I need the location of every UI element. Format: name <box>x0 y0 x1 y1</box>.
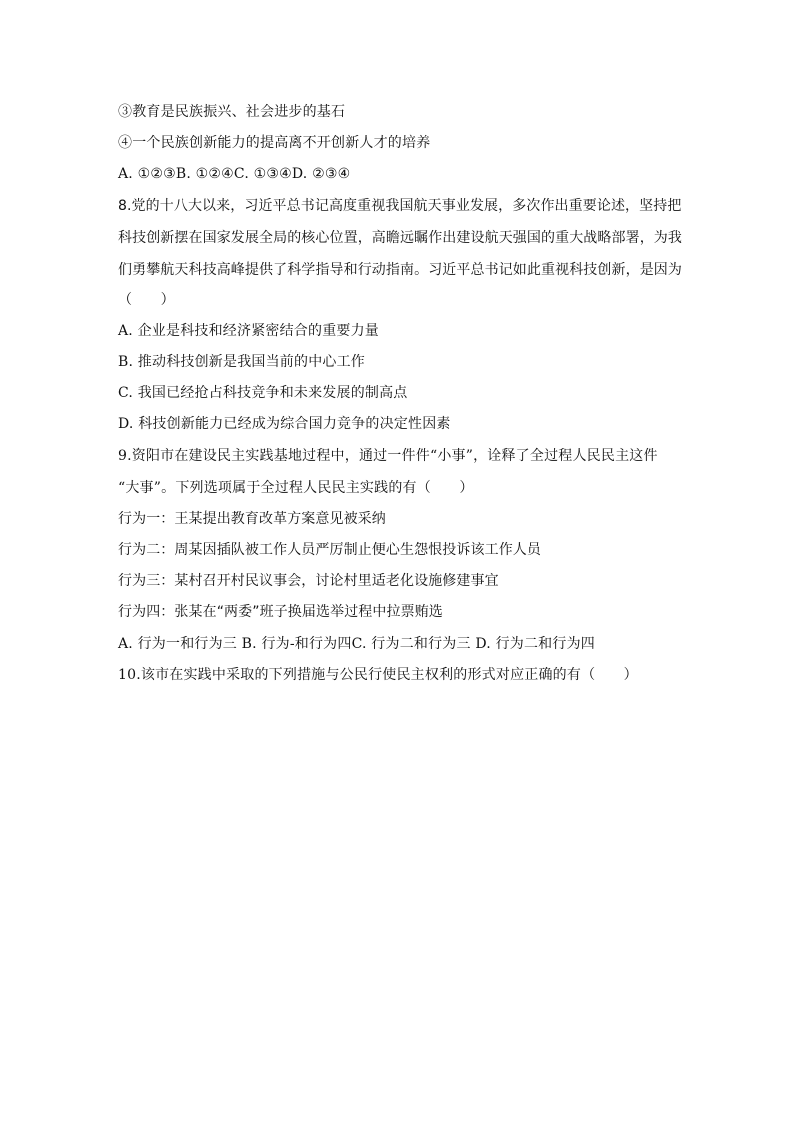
q9-behavior-2: 行为二：周某因插队被工作人员严厉制止便心生怨恨投诉该工作人员 <box>118 542 541 558</box>
q8-stem-line-1: 8.党的十八大以来，习近平总书记高度重视我国航天事业发展，多次作出重要论述，坚持把 <box>118 198 682 214</box>
q8-option-b: B. 推动科技创新是我国当前的中心工作 <box>118 354 365 370</box>
option-statement-4: ④一个民族创新能力的提高离不开创新人才的培养 <box>118 135 431 151</box>
q8-answer-blank: （ ） <box>118 292 175 308</box>
q9-stem-line-2: “大事”。下列选项属于全过程人民民主实践的有（ ） <box>118 480 474 496</box>
q9-answer-choices: A. 行为一和行为三 B. 行为-和行为四C. 行为二和行为三 D. 行为二和行为四 <box>118 636 595 652</box>
q9-behavior-4: 行为四：张某在“两委”班子换届选举过程中拉票贿选 <box>118 604 443 620</box>
q8-option-d: D. 科技创新能力已经成为综合国力竞争的决定性因素 <box>118 416 451 432</box>
q9-behavior-1: 行为一：王某提出教育改革方案意见被采纳 <box>118 511 386 527</box>
q8-stem-line-3: 们勇攀航天科技高峰提供了科学指导和行动指南。习近平总书记如此重视科技创新，是因为 <box>118 262 682 278</box>
q7-answer-choices: A. ①②③B. ①②④C. ①③④D. ②③④ <box>118 166 351 182</box>
q9-behavior-3: 行为三：某村召开村民议事会，讨论村里适老化设施修建事宜 <box>118 573 499 589</box>
q8-option-c: C. 我国已经抢占科技竞争和未来发展的制高点 <box>118 385 408 401</box>
q9-stem-line-1: 9.资阳市在建设民主实践基地过程中，通过一件件“小事”，诠释了全过程人民民主这件 <box>118 448 658 464</box>
q8-stem-line-2: 科技创新摆在国家发展全局的核心位置，高瞻远瞩作出建设航天强国的重大战略部署，为我 <box>118 230 682 246</box>
q8-option-a: A. 企业是科技和经济紧密结合的重要力量 <box>118 323 380 339</box>
q10-stem: 10.该市在实践中采取的下列措施与公民行使民主权利的形式对应正确的有（ ） <box>118 667 638 683</box>
option-statement-3: ③教育是民族振兴、社会进步的基石 <box>118 104 346 120</box>
